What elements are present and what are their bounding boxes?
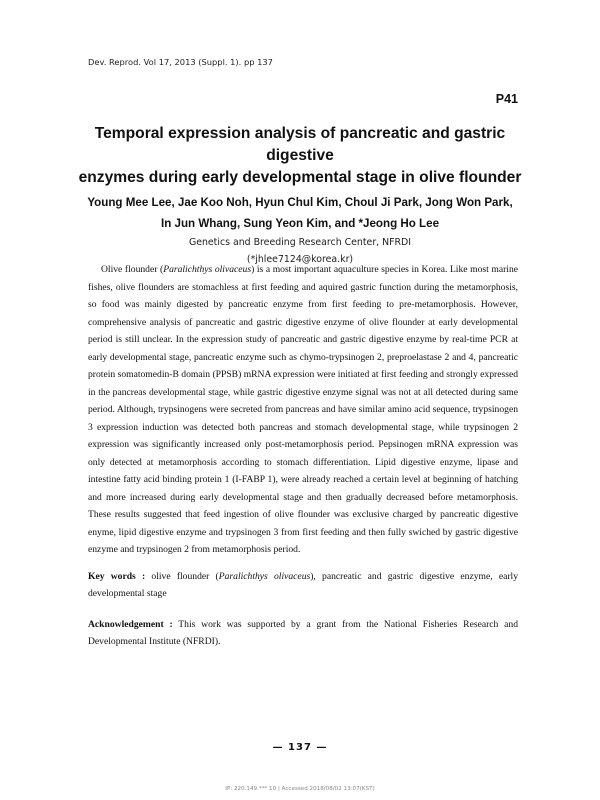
abstract-part-2: ) is a most important aquaculture species in Korea. Like most marine fishes, olive flounders are stomachless at first feeding and aquired gastric function during the metamorphosis, so food was mainly digested by pancreatic enzyme from first feeding to pre-metamorphosis. However, comprehensive analysis of pancreatic and gastric digestive enzyme of olive flounder at early developmental period is still unclear. In the expression study of pancreatic and gastric digestive enzyme by real-time PCR at early developmental stage, pancreatic enzyme such as chymo-trypsinogen 2, preproelastase 2 and 4, pancreatic protein somatomedin-B domain (PPSB) mRNA expression were initiated at first feeding and strongly expressed in the pancreas developmental stage, while gastric digestive enzyme signal was not at all detected during same period. Although, trypsinogens were secreted from pancreas and have similar amino acid sequence, trypsinogen 3 expression induction was detected both pancreas and stomach developmental stage, while trypsinogen 2 expression was significantly increased only post-metamorphosis period. Pepsinogen mRNA expression was only detected at metamorphosis according to stomach differentiation. Lipid digestive enzyme, lipase and intestine fatty acid binding protein 1 (I-FABP 1), were already reached a certain level at beginning of hatching and more increased during early developmental stage and then gradually decreased before metamorphosis. These results suggested that feed ingestion of olive flounder was exclusive charged by pancreatic digestive enyme, lipid digestive enzyme and trypsinogen 3 from first feeding and then fully swiched by gastric digestive enzyme and trypsinogen 2 from metamorphosis period.	[88, 264, 519, 555]
authors-line-1: Young Mee Lee, Jae Koo Noh, Hyun Chul Kim, Choul Ji Park, Jong Won Park,	[87, 196, 513, 209]
title-line-2: enzymes during early developmental stage in olive flounder	[78, 169, 522, 186]
title-line-1: Temporal expression analysis of pancreatic and gastric digestive	[94, 125, 506, 164]
keywords-species-name: Paralichthys olivaceus	[218, 571, 311, 582]
page-number: — 137 —	[272, 742, 328, 753]
corresponding-email: (*jhlee7124@korea.kr)	[246, 254, 354, 265]
journal-citation: Dev. Reprod. Vol 17, 2013 (Suppl. 1). pp 137	[88, 57, 273, 67]
acknowledgement-label: Acknowledgement :	[88, 619, 173, 630]
poster-id: P41	[495, 92, 518, 106]
abstract-species-name: Paralichthys olivaceus	[163, 264, 252, 275]
keywords	[88, 568, 518, 602]
keywords-label: Key words :	[88, 571, 146, 582]
abstract-part-1: Olive flounder (	[101, 264, 164, 275]
authors-line-2: In Jun Whang, Sung Yeon Kim, and *Jeong Ho Lee	[160, 217, 440, 230]
title-block	[70, 123, 530, 268]
keywords-part-1: olive flounder (	[145, 571, 219, 582]
keywords-part-2: ), pancreatic and gastric digestive enzyme, early developmental stage	[88, 571, 519, 599]
abstract	[88, 261, 518, 559]
affiliation: Genetics and Breeding Research Center, NFRDI	[188, 237, 412, 248]
acknowledgement-text: This work was supported by a grant from the National Fisheries Research and Developmental Institute (NFRDI).	[88, 619, 518, 647]
access-note: IP: 220.149.*** 10 | Accessed 2018/08/02 13:07(KST)	[225, 786, 375, 792]
paper-title	[70, 123, 530, 189]
acknowledgement	[88, 616, 518, 650]
author-list	[70, 192, 530, 234]
